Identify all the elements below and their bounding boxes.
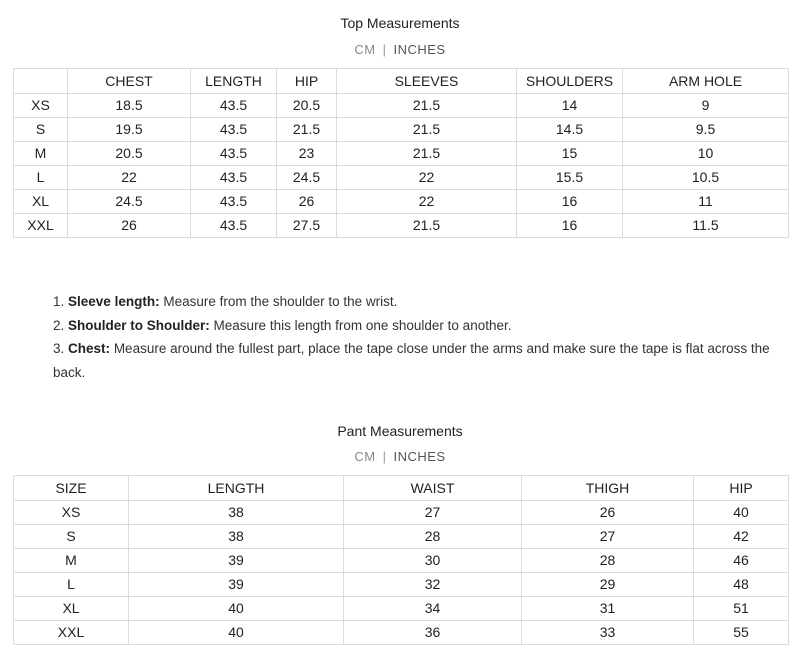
table-row bbox=[14, 621, 789, 645]
table-cell: 28 bbox=[522, 549, 694, 573]
table-header-row bbox=[14, 476, 789, 501]
table-cell: 24.5 bbox=[68, 190, 191, 214]
header-cell-length: LENGTH bbox=[191, 69, 277, 94]
note-label: Sleeve length: bbox=[68, 294, 160, 309]
top-unit-toggle bbox=[0, 42, 800, 57]
note-label: Shoulder to Shoulder: bbox=[68, 317, 210, 333]
pant-measurements-table bbox=[13, 475, 789, 645]
pant-unit-inches[interactable]: INCHES bbox=[393, 449, 446, 464]
table-cell: 11.5 bbox=[623, 214, 789, 238]
header-cell-waist: WAIST bbox=[344, 476, 522, 501]
note-number: 2. bbox=[53, 317, 65, 333]
table-cell: 16 bbox=[517, 214, 623, 238]
table-cell: 23 bbox=[277, 142, 337, 166]
size-cell: XL bbox=[14, 190, 68, 214]
size-cell: M bbox=[14, 549, 129, 573]
table-cell: 33 bbox=[522, 621, 694, 645]
size-cell: S bbox=[14, 118, 68, 142]
table-cell: 40 bbox=[129, 621, 344, 645]
table-cell: 24.5 bbox=[277, 166, 337, 190]
table-cell: 43.5 bbox=[191, 118, 277, 142]
table-cell: 14.5 bbox=[517, 118, 623, 142]
table-cell: 18.5 bbox=[68, 94, 191, 118]
header-cell-size: SIZE bbox=[14, 476, 129, 501]
table-cell: 26 bbox=[522, 501, 694, 525]
table-row bbox=[14, 118, 789, 142]
size-cell: L bbox=[14, 166, 68, 190]
table-cell: 43.5 bbox=[191, 166, 277, 190]
size-cell: S bbox=[14, 525, 129, 549]
table-cell: 39 bbox=[129, 549, 344, 573]
table-cell: 22 bbox=[68, 166, 191, 190]
table-row bbox=[14, 214, 789, 238]
table-cell: 20.5 bbox=[68, 142, 191, 166]
table-row bbox=[14, 525, 789, 549]
table-row bbox=[14, 573, 789, 597]
table-cell: 40 bbox=[694, 501, 789, 525]
table-cell: 22 bbox=[337, 166, 517, 190]
table-cell: 10.5 bbox=[623, 166, 789, 190]
size-cell: L bbox=[14, 573, 129, 597]
table-cell: 11 bbox=[623, 190, 789, 214]
table-cell: 36 bbox=[344, 621, 522, 645]
pant-unit-toggle bbox=[0, 449, 800, 464]
table-cell: 26 bbox=[277, 190, 337, 214]
note-number: 3. bbox=[53, 341, 65, 356]
table-cell: 46 bbox=[694, 549, 789, 573]
table-row bbox=[14, 166, 789, 190]
table-cell: 43.5 bbox=[191, 214, 277, 238]
header-cell-chest: CHEST bbox=[68, 69, 191, 94]
header-cell-arm-hole: ARM HOLE bbox=[623, 69, 789, 94]
table-row bbox=[14, 597, 789, 621]
table-cell: 9.5 bbox=[623, 118, 789, 142]
header-cell-shoulders: SHOULDERS bbox=[517, 69, 623, 94]
table-row bbox=[14, 501, 789, 525]
header-cell-size bbox=[14, 69, 68, 94]
size-cell: XS bbox=[14, 501, 129, 525]
note-item bbox=[53, 314, 788, 338]
table-cell: 31 bbox=[522, 597, 694, 621]
table-cell: 21.5 bbox=[337, 142, 517, 166]
table-cell: 43.5 bbox=[191, 142, 277, 166]
size-cell: XXL bbox=[14, 214, 68, 238]
table-cell: 15 bbox=[517, 142, 623, 166]
table-cell: 51 bbox=[694, 597, 789, 621]
table-cell: 34 bbox=[344, 597, 522, 621]
table-cell: 42 bbox=[694, 525, 789, 549]
note-number: 1. bbox=[53, 294, 65, 309]
note-text: Measure this length from one shoulder to another. bbox=[213, 317, 512, 333]
table-cell: 29 bbox=[522, 573, 694, 597]
table-cell: 10 bbox=[623, 142, 789, 166]
header-cell-sleeves: SLEEVES bbox=[337, 69, 517, 94]
header-cell-thigh: THIGH bbox=[522, 476, 694, 501]
table-cell: 39 bbox=[129, 573, 344, 597]
top-unit-separator: | bbox=[382, 42, 387, 57]
table-cell: 43.5 bbox=[191, 94, 277, 118]
measurement-notes bbox=[53, 290, 788, 384]
table-cell: 48 bbox=[694, 573, 789, 597]
table-cell: 32 bbox=[344, 573, 522, 597]
table-row bbox=[14, 142, 789, 166]
top-measurements-title: Top Measurements bbox=[340, 15, 460, 31]
table-cell: 28 bbox=[344, 525, 522, 549]
table-cell: 15.5 bbox=[517, 166, 623, 190]
size-cell: M bbox=[14, 142, 68, 166]
table-cell: 21.5 bbox=[337, 94, 517, 118]
table-cell: 43.5 bbox=[191, 190, 277, 214]
table-cell: 38 bbox=[129, 525, 344, 549]
table-cell: 27.5 bbox=[277, 214, 337, 238]
table-cell: 27 bbox=[344, 501, 522, 525]
pant-measurements-title: Pant Measurements bbox=[337, 423, 463, 439]
table-cell: 27 bbox=[522, 525, 694, 549]
size-cell: XL bbox=[14, 597, 129, 621]
table-header-row bbox=[14, 69, 789, 94]
note-text: Measure from the shoulder to the wrist. bbox=[163, 294, 398, 309]
table-cell: 21.5 bbox=[277, 118, 337, 142]
table-cell: 9 bbox=[623, 94, 789, 118]
table-cell: 14 bbox=[517, 94, 623, 118]
table-cell: 55 bbox=[694, 621, 789, 645]
note-label: Chest: bbox=[68, 341, 111, 356]
table-cell: 26 bbox=[68, 214, 191, 238]
table-cell: 22 bbox=[337, 190, 517, 214]
table-row bbox=[14, 190, 789, 214]
size-cell: XXL bbox=[14, 621, 129, 645]
note-item bbox=[53, 337, 788, 384]
table-cell: 40 bbox=[129, 597, 344, 621]
pant-unit-cm[interactable]: CM bbox=[354, 449, 376, 464]
pant-unit-separator: | bbox=[382, 449, 387, 464]
table-cell: 21.5 bbox=[337, 214, 517, 238]
top-measurements-table bbox=[13, 68, 789, 238]
table-cell: 20.5 bbox=[277, 94, 337, 118]
top-unit-inches[interactable]: INCHES bbox=[393, 42, 446, 57]
header-cell-length: LENGTH bbox=[129, 476, 344, 501]
table-cell: 38 bbox=[129, 501, 344, 525]
note-item bbox=[53, 290, 788, 314]
header-cell-hip: HIP bbox=[694, 476, 789, 501]
header-cell-hip: HIP bbox=[277, 69, 337, 94]
note-text: Measure around the fullest part, place the tape close under the arms and make sure the tape is flat across the back. bbox=[53, 341, 770, 380]
table-cell: 21.5 bbox=[337, 118, 517, 142]
table-row bbox=[14, 94, 789, 118]
table-cell: 16 bbox=[517, 190, 623, 214]
table-cell: 19.5 bbox=[68, 118, 191, 142]
table-row bbox=[14, 549, 789, 573]
top-unit-cm[interactable]: CM bbox=[354, 42, 376, 57]
table-cell: 30 bbox=[344, 549, 522, 573]
size-cell: XS bbox=[14, 94, 68, 118]
